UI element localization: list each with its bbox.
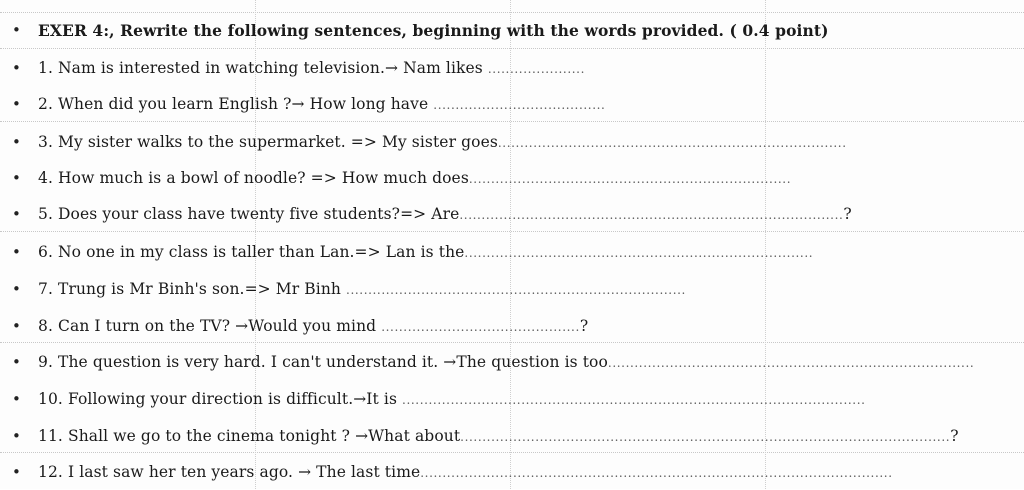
- exercise-title: EXER 4:, Rewrite the following sentences, beginning with the words provided. ( 0.4 point): [38, 20, 829, 40]
- sentence-prompt: 1. Nam is interested in watching television.→ Nam likes: [38, 59, 488, 77]
- answer-blank[interactable]: ......................: [487, 62, 585, 76]
- grid-line: [0, 48, 1024, 49]
- list-item: [0, 271, 1024, 307]
- sentence-prompt: 11. Shall we go to the cinema tonight ? →What about: [38, 427, 461, 445]
- sentence-text: [38, 317, 588, 335]
- list-item: [0, 160, 1024, 196]
- sentence-text: [38, 353, 974, 371]
- answer-blank[interactable]: ...............................................................................: [464, 246, 814, 260]
- list-item: [0, 418, 1024, 454]
- sentence-prompt: 4. How much is a bowl of noodle? => How much does: [38, 169, 469, 187]
- bullet: •: [12, 463, 21, 481]
- answer-blank[interactable]: .......................................................................................: [459, 208, 844, 222]
- sentence-prompt: 3. My sister walks to the supermarket. => My sister goes: [38, 133, 498, 151]
- sentence-prompt: 12. I last saw her ten years ago. → The last time: [38, 463, 421, 481]
- sentence-prompt: 2. When did you learn English ?→ How long have: [38, 95, 434, 113]
- sentence-text: [38, 95, 605, 113]
- sentence-prompt: 6. No one in my class is taller than Lan.=> Lan is the: [38, 243, 465, 261]
- answer-blank[interactable]: ...............................................................................................................: [460, 430, 951, 444]
- sentence-text: [38, 169, 791, 187]
- sentence-end: ?: [843, 205, 852, 223]
- sentence-text: [38, 133, 847, 151]
- bullet: •: [12, 353, 21, 371]
- bullet: •: [12, 317, 21, 335]
- bullet: •: [12, 169, 21, 187]
- bullet: •: [12, 427, 21, 445]
- answer-blank[interactable]: .............................................................................: [346, 283, 686, 297]
- sentence-prompt: 5. Does your class have twenty five students?=> Are: [38, 205, 460, 223]
- sentence-text: [38, 280, 686, 298]
- sentence-prompt: 9. The question is very hard. I can't understand it. →The question is too: [38, 353, 608, 371]
- sentence-text: [38, 205, 852, 223]
- sentence-text: [38, 390, 866, 408]
- sentence-text: [38, 463, 893, 481]
- sentence-text: [38, 59, 585, 77]
- sentence-text: [38, 243, 813, 261]
- list-item: [0, 234, 1024, 270]
- answer-blank[interactable]: ...................................................................................: [607, 356, 975, 370]
- bullet: •: [12, 280, 21, 298]
- exercise-title-row: [0, 12, 1024, 48]
- list-item: [0, 344, 1024, 380]
- answer-blank[interactable]: ...............................................................................: [497, 136, 847, 150]
- list-item: [0, 124, 1024, 160]
- bullet: •: [12, 133, 21, 151]
- sentence-prompt: 7. Trung is Mr Binh's son.=> Mr Binh: [38, 280, 347, 298]
- sentence-end: ?: [950, 427, 959, 445]
- bullet: •: [12, 95, 21, 113]
- sentence-end: ?: [579, 317, 589, 335]
- answer-blank[interactable]: .........................................................................: [468, 172, 792, 186]
- list-item: [0, 381, 1024, 417]
- sentence-prompt: 8. Can I turn on the TV? →Would you mind: [38, 317, 382, 335]
- sentence-prompt: 10. Following your direction is difficult.→It is: [38, 390, 403, 408]
- list-item: [0, 196, 1024, 232]
- answer-blank[interactable]: .........................................................................................................: [402, 393, 866, 407]
- list-item: [0, 308, 1024, 344]
- answer-blank[interactable]: .......................................: [433, 98, 606, 112]
- list-item: [0, 86, 1024, 122]
- bullet: •: [12, 59, 21, 77]
- answer-blank[interactable]: ...........................................................................................................: [420, 466, 893, 480]
- bullet: •: [12, 205, 21, 223]
- bullet: •: [12, 243, 21, 261]
- list-item: [0, 50, 1024, 86]
- sentence-text: [38, 427, 959, 445]
- bullet: •: [12, 21, 21, 39]
- bullet: •: [12, 390, 21, 408]
- list-item: [0, 454, 1024, 490]
- answer-blank[interactable]: .............................................: [381, 320, 580, 334]
